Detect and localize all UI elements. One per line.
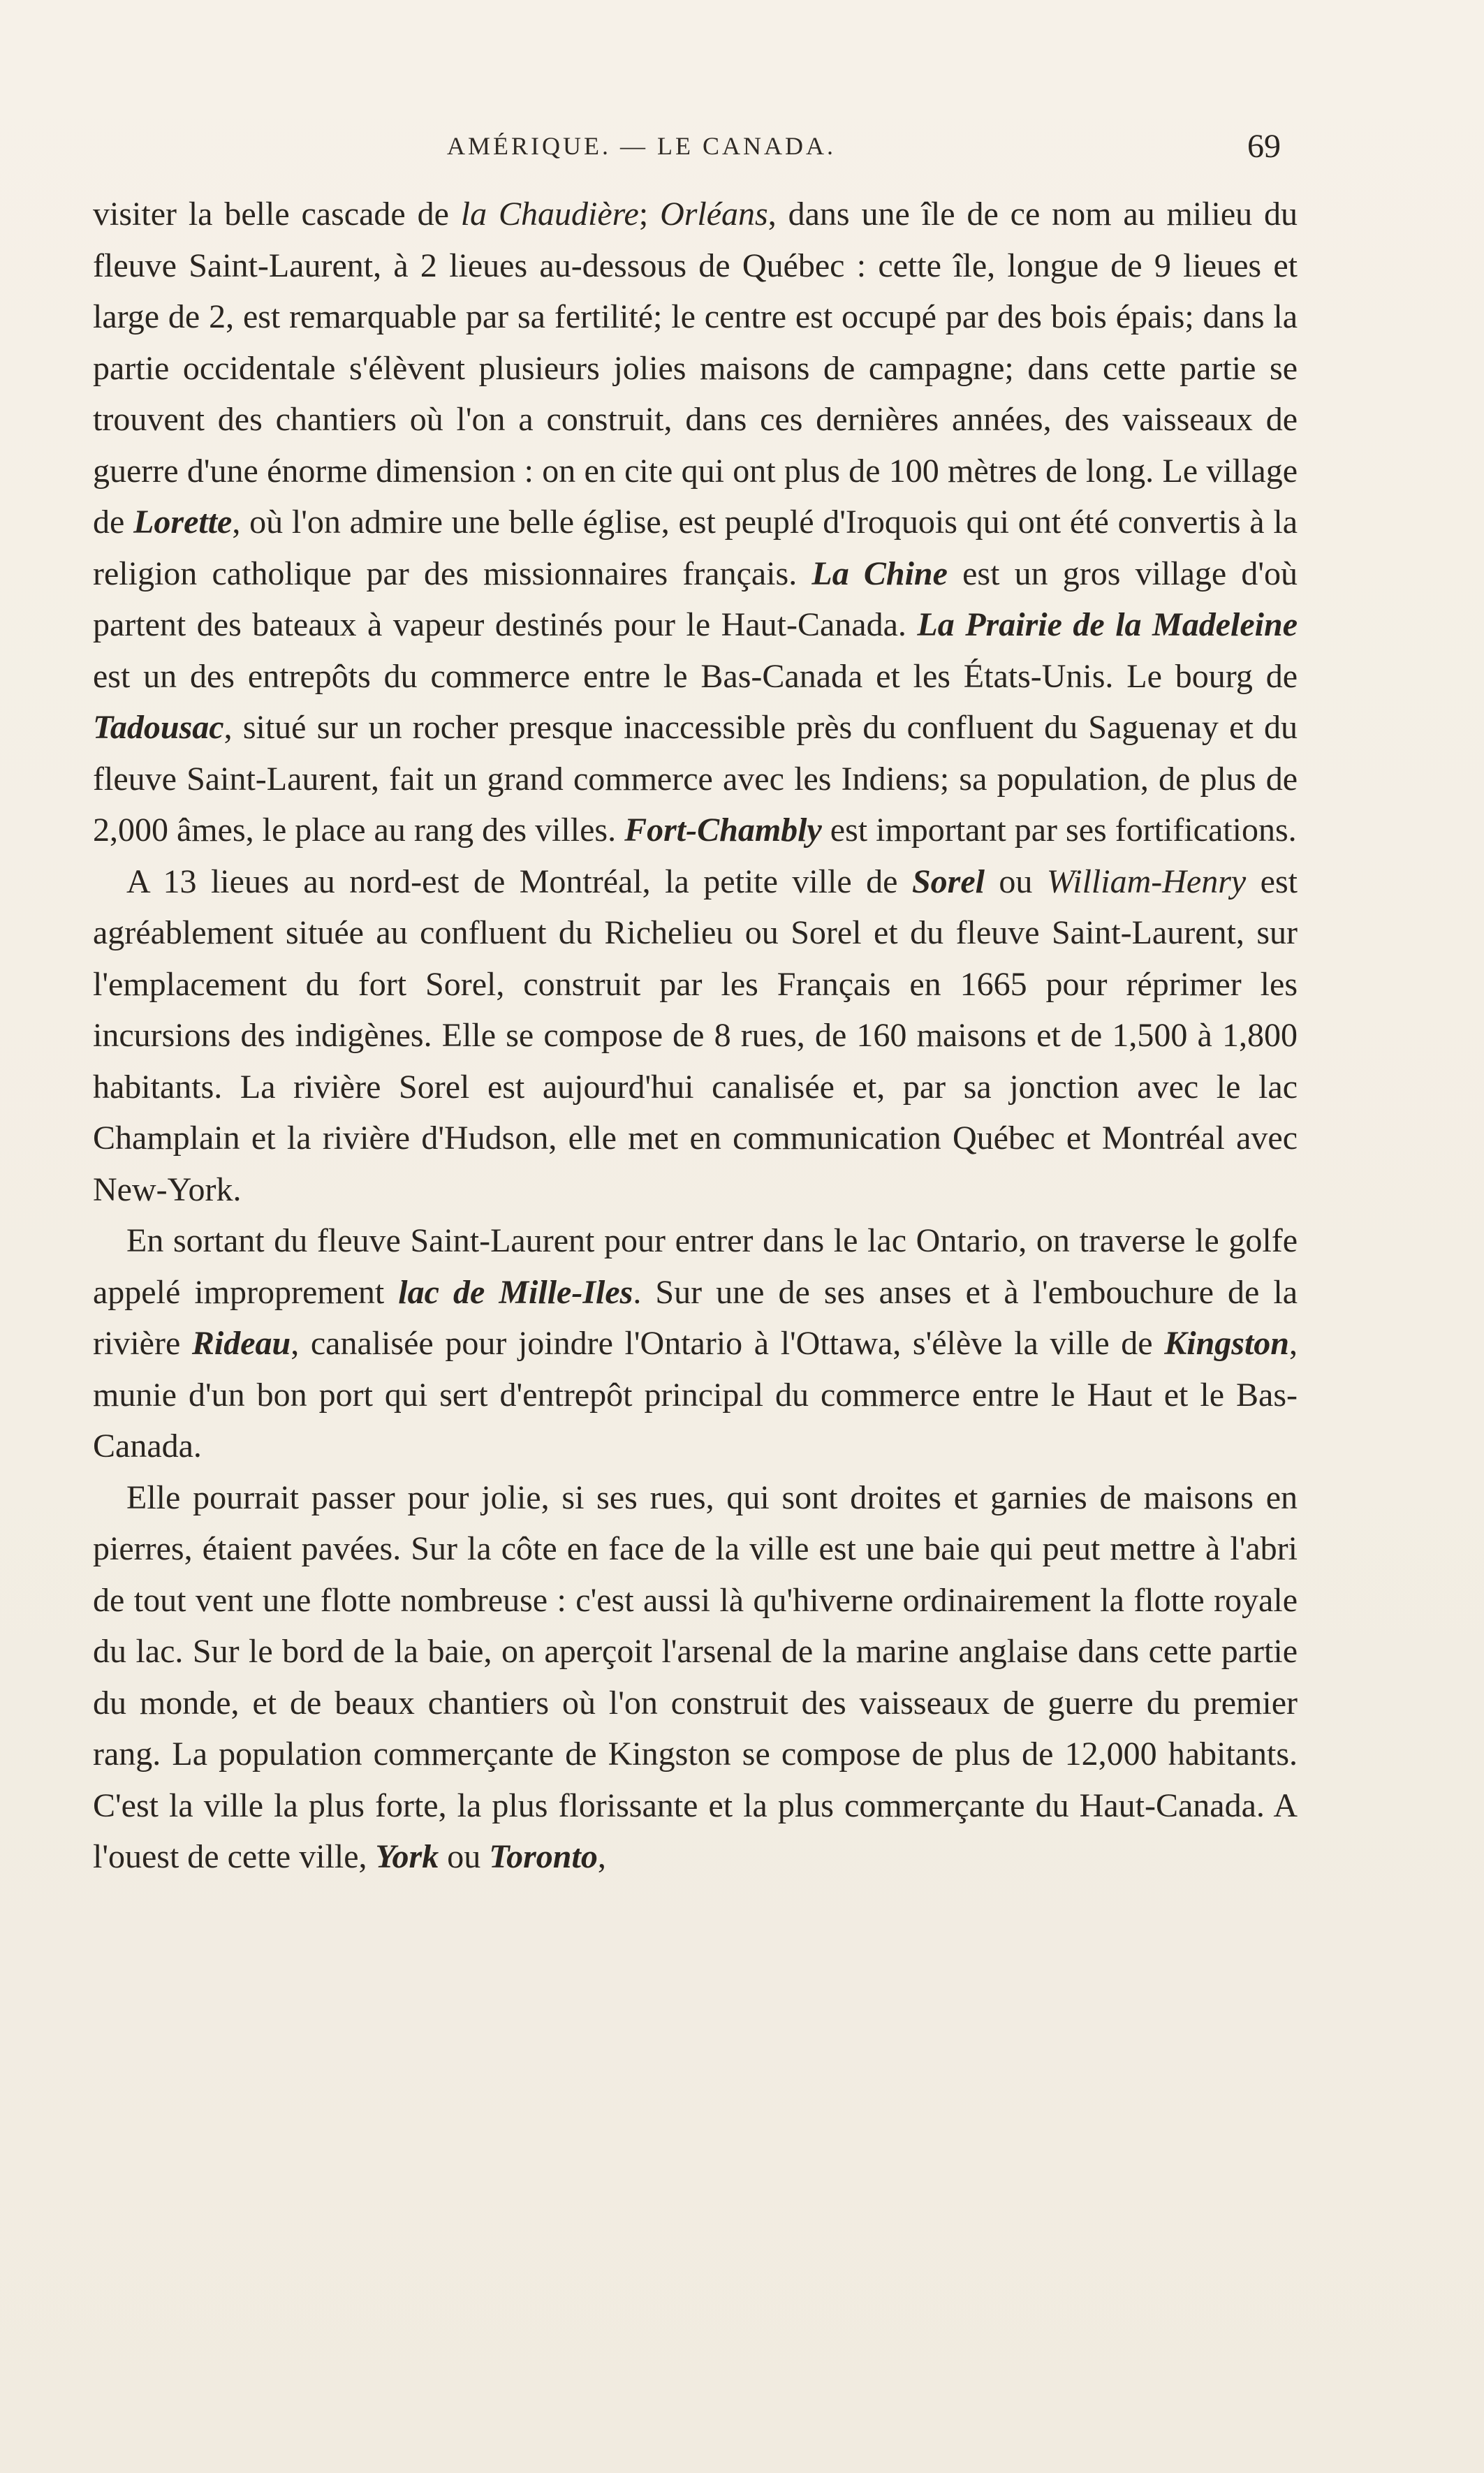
italic-place-name: Rideau [191, 1325, 291, 1362]
italic-place-name: La Prairie de la Madeleine [917, 606, 1298, 643]
text-run: , situé sur un rocher presque inaccessible près du confluent du Saguenay et du fleuve Saint-Laurent, fait un grand commerce avec les Indiens; sa population, de plus de 2,000 âmes, le place au rang des villes. [93, 709, 1298, 849]
italic-place-name: Sorel [911, 863, 985, 900]
italic-place-name: Kingston [1164, 1325, 1289, 1362]
page-number: 69 [1247, 128, 1281, 165]
italic-place-name: York [375, 1838, 439, 1875]
text-run: visiter la belle cascade de [93, 196, 461, 233]
italic-place-name: Toronto [489, 1838, 598, 1875]
text-run: est un gros village d'où partent des bateaux à vapeur destinés pour le Haut-Canada. [93, 555, 1298, 643]
paragraph [93, 856, 1298, 1216]
italic-place-name: Lorette [133, 504, 233, 541]
text-run: , canalisée pour joindre l'Ontario à l'Ottawa, s'élève la ville de [291, 1325, 1165, 1362]
text-run: , munie d'un bon port qui sert d'entrepôt principal du commerce entre le Haut et le Bas-Canada. [93, 1325, 1298, 1465]
text-run: , où l'on admire une belle église, est peuplé d'Iroquois qui ont été convertis à la religion catholique par des missionnaires français. [93, 504, 1298, 592]
text-run: ou [984, 863, 1047, 900]
paragraph [93, 189, 1298, 856]
text-run: , [597, 1838, 606, 1875]
text-run: Elle pourrait passer pour jolie, si ses rues, qui sont droites et garnies de maisons en pierres, étaient pavées. Sur la côte en face de la ville est une baie qui peut mettre à l'abri de tout vent une flotte nombreuse : c'est aussi là qu'hiverne ordinairement la flotte royale du lac. Sur le bord de la baie, on aperçoit l'arsenal de la marine anglaise dans cette partie du monde, et de beaux chantiers où l'on construit des vaisseaux de guerre du premier rang. La population commerçante de Kingston se compose de plus de 12,000 habitants. C'est la ville la plus forte, la plus florissante et la plus commerçante du Haut-Canada. A l'ouest de cette ville, [93, 1478, 1298, 1875]
text-run: . Sur une de ses anses et à l'embouchure de la rivière [93, 1273, 1298, 1362]
text-run: A 13 lieues au nord-est de Montréal, la petite ville de [126, 863, 912, 900]
italic-place-name: William-Henry [1046, 863, 1247, 900]
text-run: est important par ses fortifications. [821, 812, 1297, 849]
text-run: est un des entrepôts du commerce entre le Bas-Canada et les États-Unis. Le bourg de [93, 657, 1298, 695]
text-run: ; [638, 196, 661, 233]
text-run: En sortant du fleuve Saint-Laurent pour entrer dans le lac Ontario, on traverse le golfe appelé improprement [93, 1222, 1298, 1311]
body-text [93, 189, 1298, 1883]
running-title: AMÉRIQUE. — LE CANADA. [447, 132, 836, 160]
paragraph [93, 1215, 1298, 1472]
text-run: est agréablement située au confluent du Richelieu ou Sorel et du fleuve Saint-Laurent, sur l'emplacement du fort Sorel, construit par les Français en 1665 pour réprimer les incursions des indigènes. Elle se compose de 8 rues, de 160 maisons et de 1,500 à 1,800 habitants. La rivière Sorel est aujourd'hui canalisée et, par sa jonction avec le lac Champlain et la rivière d'Hudson, elle met en communication Québec et Montréal avec New-York. [93, 863, 1298, 1208]
italic-place-name: Orléans [660, 196, 768, 233]
italic-place-name: Fort-Chambly [624, 812, 822, 849]
italic-place-name: Tadousac [93, 709, 224, 746]
italic-place-name: la Chaudière [460, 196, 639, 233]
running-head [0, 128, 1484, 180]
text-run: , dans une île de ce nom au milieu du fleuve Saint-Laurent, à 2 lieues au-dessous de Québec : cette île, longue de 9 lieues et large de 2, est remarquable par sa fertilité; le centre est occupé par des bois épais; dans la partie occidentale s'élèvent plusieurs jolies maisons de campagne; dans cette partie se trouvent des chantiers où l'on a construit, dans ces dernières années, des vaisseaux de guerre d'une énorme dimension : on en cite qui ont plus de 100 mètres de long. Le village de [93, 196, 1298, 541]
italic-place-name: lac de Mille-Iles [398, 1273, 633, 1311]
italic-place-name: La Chine [811, 555, 948, 592]
paragraph [93, 1472, 1298, 1883]
text-run: ou [439, 1838, 490, 1875]
